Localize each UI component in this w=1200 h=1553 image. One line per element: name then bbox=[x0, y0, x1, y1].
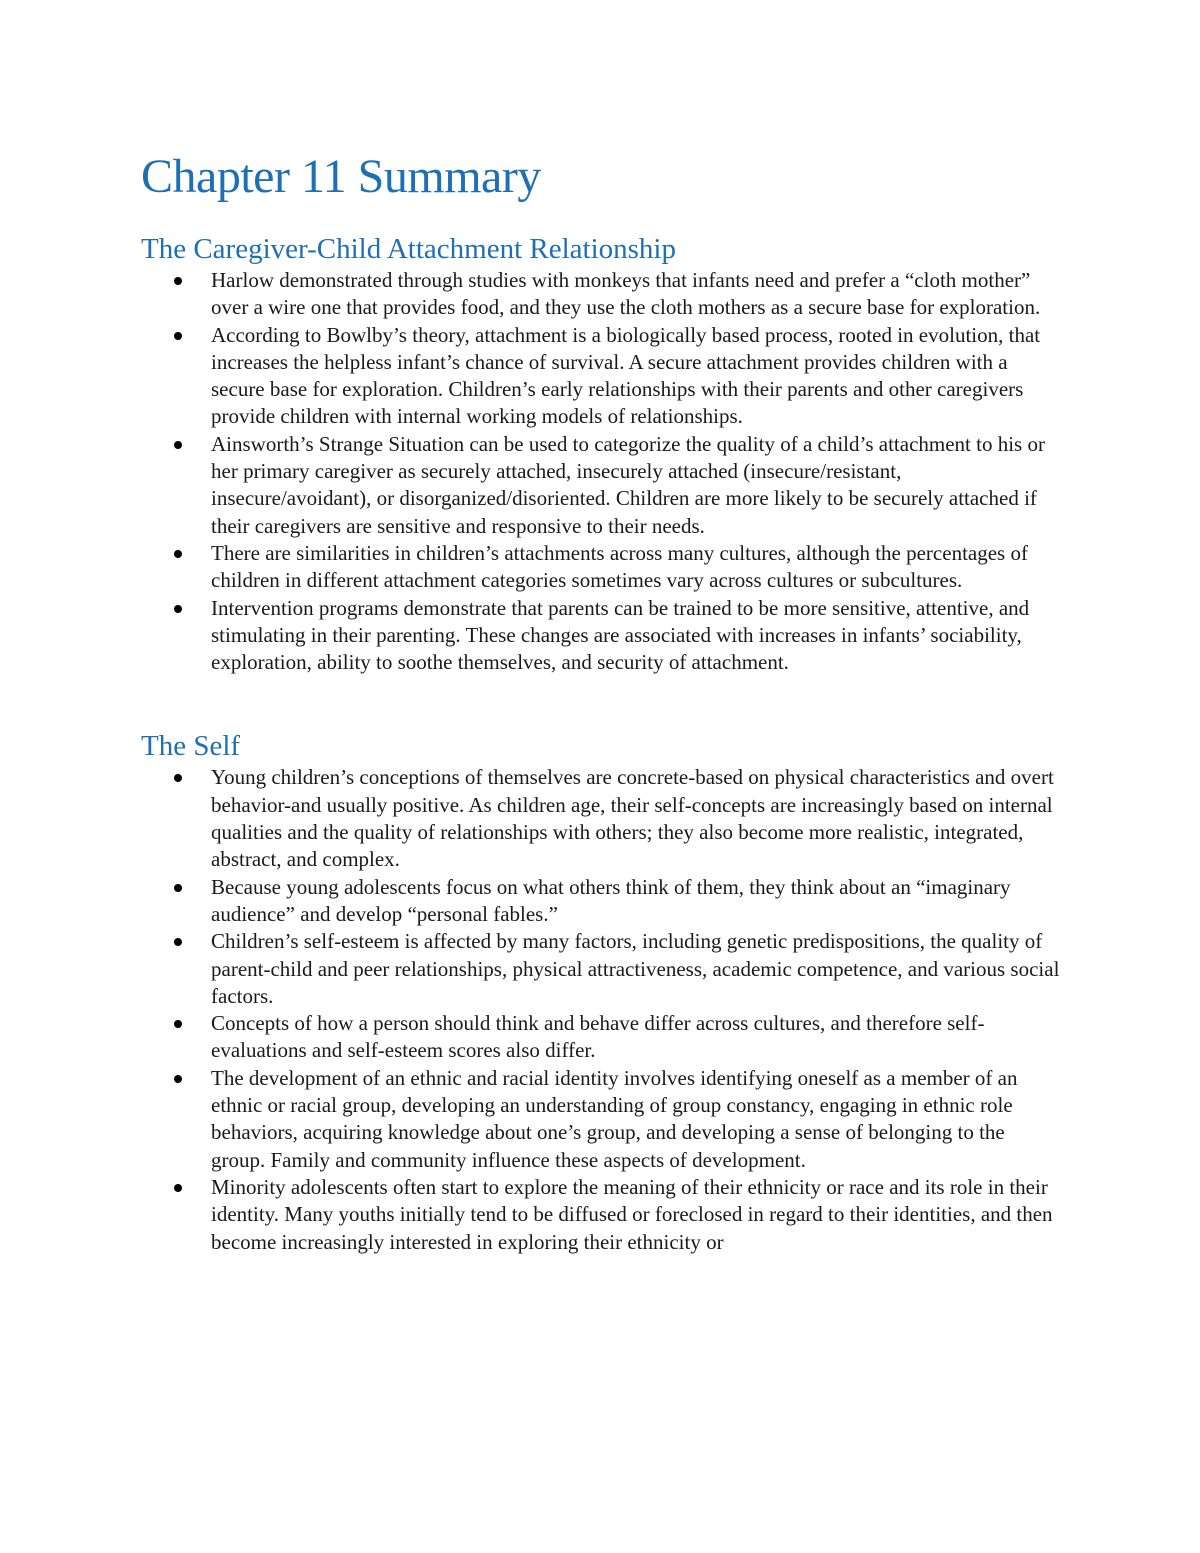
bullet-icon bbox=[174, 1075, 182, 1083]
list-item-text: Intervention programs demonstrate that parents can be trained to be more sensitive, attentive, and stimulating in their parenting. These changes are associated with increases in infants’ sociability, exploration, ability to soothe themselves, and security of attachment. bbox=[211, 595, 1030, 675]
list-item-text: There are similarities in children’s attachments across many cultures, although the percentages of children in different attachment categories sometimes vary across cultures or subcultures. bbox=[211, 540, 1028, 593]
list-item-text: Ainsworth’s Strange Situation can be used to categorize the quality of a child’s attachment to his or her primary caregiver as securely attached, insecurely attached (insecure/resistant, insecure/avoidant), or disorganized/disoriented. Children are more likely to be securely attached if their caregivers are sensitive and responsive to their needs. bbox=[211, 431, 1045, 538]
list-item bbox=[141, 1010, 1061, 1065]
bullet-icon bbox=[174, 550, 182, 558]
bullet-list-attachment bbox=[141, 267, 1061, 676]
list-item-text: Because young adolescents focus on what others think of them, they think about an “imaginary audience” and develop “personal fables.” bbox=[211, 874, 1011, 926]
bullet-icon bbox=[174, 1020, 182, 1028]
list-item-text: Minority adolescents often start to explore the meaning of their ethnicity or race and its role in their identity. Many youths initially tend to be diffused or foreclosed in regard to their identities, and then become increasingly interested in exploring their ethnicity or bbox=[211, 1174, 1053, 1254]
bullet-icon bbox=[174, 774, 182, 782]
list-item-text: According to Bowlby’s theory, attachment is a biologically based process, rooted in evolution, that increases the helpless infant’s chance of survival. A secure attachment provides children with a secure base for exploration. Children’s early relationships with their parents and other caregivers provide children with internal working models of relationships. bbox=[211, 322, 1041, 429]
document-page bbox=[141, 145, 1061, 1256]
document-title: Chapter 11 Summary bbox=[141, 150, 541, 203]
list-item bbox=[141, 431, 1061, 540]
bullet-icon bbox=[174, 277, 182, 285]
list-item bbox=[141, 267, 1061, 322]
list-item bbox=[141, 764, 1061, 873]
bullet-icon bbox=[174, 1184, 182, 1192]
list-item-text: Children’s self-esteem is affected by many factors, including genetic predispositions, the quality of parent-child and peer relationships, physical attractiveness, academic competence, and various social factors. bbox=[211, 929, 1060, 1008]
bullet-icon bbox=[174, 441, 182, 449]
list-item-text: Harlow demonstrated through studies with monkeys that infants need and prefer a “cloth mother” over a wire one that provides food, and they use the cloth mothers as a secure base for exploration. bbox=[211, 268, 1041, 320]
bullet-list-self bbox=[141, 764, 1061, 1255]
list-item-text: Young children’s conceptions of themselves are concrete-based on physical characteristics and overt behavior-and usually positive. As children age, their self-concepts are increasingly based on internal qualities and the quality of relationships with others; they also become more realistic, integrated, abstract, and complex. bbox=[211, 765, 1054, 872]
list-item-text: The development of an ethnic and racial identity involves identifying oneself as a member of an ethnic or racial group, developing an understanding of group constancy, engaging in ethnic role behaviors, acquiring knowledge about one’s group, and developing a sense of belonging to the group. Family and community influence these aspects of development. bbox=[211, 1065, 1018, 1172]
bullet-icon bbox=[174, 605, 182, 613]
list-item bbox=[141, 928, 1061, 1010]
section-heading-attachment: The Caregiver-Child Attachment Relationship bbox=[141, 233, 676, 265]
list-item bbox=[141, 874, 1061, 929]
list-item bbox=[141, 540, 1061, 595]
bullet-icon bbox=[174, 884, 182, 892]
list-item bbox=[141, 1065, 1061, 1174]
list-item bbox=[141, 1174, 1061, 1256]
bullet-icon bbox=[174, 332, 182, 340]
list-item bbox=[141, 322, 1061, 431]
bullet-icon bbox=[174, 938, 182, 946]
list-item-text: Concepts of how a person should think and behave differ across cultures, and therefore self-evaluations and self-esteem scores also differ. bbox=[211, 1011, 985, 1063]
section-heading-self: The Self bbox=[141, 730, 241, 763]
list-item bbox=[141, 595, 1061, 677]
